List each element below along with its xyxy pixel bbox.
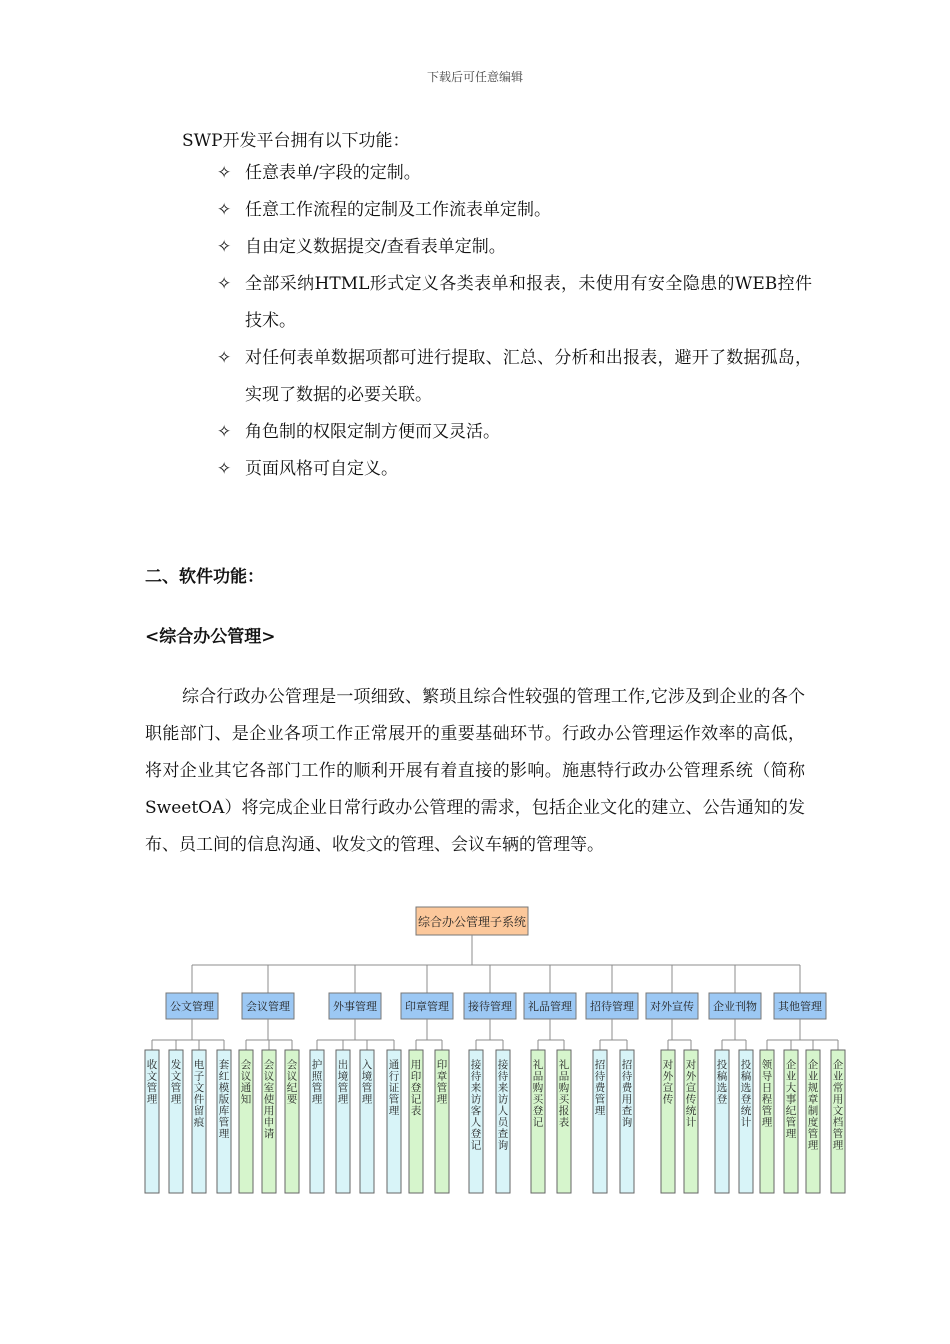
leaf-node-label: 电子文件留痕 — [193, 1059, 205, 1129]
leaf-node-label: 对外宣传 — [662, 1059, 674, 1106]
org-chart-svg — [140, 900, 852, 1200]
leaf-node-label: 接待来访客人登记 — [470, 1059, 482, 1152]
group-node-label: 企业刊物 — [713, 1000, 757, 1013]
group-node-label: 印章管理 — [405, 1000, 449, 1013]
section-heading: 二、软件功能： — [145, 567, 264, 587]
leaf-node-label: 用印登记表 — [410, 1059, 422, 1117]
leaf-node-label: 会议纪要 — [286, 1059, 298, 1106]
feature-text: 全部采纳HTML形式定义各类表单和报表，未使用有安全隐患的WEB控件技术。 — [245, 274, 812, 331]
leaf-node-label: 投稿选登统计 — [740, 1059, 752, 1129]
leaf-node-label: 礼品购买登记 — [532, 1059, 544, 1129]
group-node-label: 外事管理 — [333, 1000, 377, 1013]
feature-item — [217, 266, 812, 340]
feature-text: 任意表单/字段的定制。 — [245, 163, 421, 183]
leaf-node-label: 投稿选登 — [716, 1059, 728, 1106]
feature-text: 对任何表单数据项都可进行提取、汇总、分析和出报表，避开了数据孤岛，实现了数据的必要关联。 — [245, 348, 812, 405]
diamond-bullet-icon: ✧ — [217, 274, 232, 294]
group-node-label: 礼品管理 — [528, 1000, 572, 1013]
feature-item — [217, 451, 812, 488]
feature-text: 页面风格可自定义。 — [245, 459, 398, 479]
diamond-bullet-icon: ✧ — [217, 459, 232, 479]
leaf-node-label: 领导日程管理 — [761, 1059, 773, 1129]
diamond-bullet-icon: ✧ — [217, 422, 232, 442]
leaf-node-label: 印章管理 — [436, 1059, 448, 1106]
leaf-node-label: 企业常用文档管理 — [832, 1059, 844, 1152]
org-chart-diagram — [140, 900, 852, 1200]
leaf-node-label: 通行证管理 — [388, 1059, 400, 1117]
diamond-bullet-icon: ✧ — [217, 163, 232, 183]
diamond-bullet-icon: ✧ — [217, 200, 232, 220]
feature-item — [217, 340, 812, 414]
feature-item — [217, 155, 812, 192]
page-header-note: 下载后可任意编辑 — [426, 70, 523, 84]
leaf-node-label: 套红模版库管理 — [218, 1059, 230, 1140]
leaf-node-label: 发文管理 — [170, 1059, 182, 1106]
leaf-node-label: 收文管理 — [146, 1059, 158, 1106]
leaf-node-label: 招待费用查询 — [621, 1059, 633, 1129]
leaf-node-label: 护照管理 — [311, 1059, 323, 1106]
feature-text: 任意工作流程的定制及工作流表单定制。 — [245, 200, 551, 220]
feature-item — [217, 229, 812, 266]
group-node-label: 对外宣传 — [650, 1000, 694, 1013]
section-subheading: <综合办公管理> — [145, 627, 276, 647]
leaf-node-label: 礼品购买报表 — [558, 1059, 570, 1129]
feature-text: 角色制的权限定制方便而又灵活。 — [245, 422, 500, 442]
group-node-label: 其他管理 — [778, 1000, 822, 1013]
leaf-node-label: 出境管理 — [337, 1059, 349, 1106]
feature-text: 自由定义数据提交/查看表单定制。 — [245, 237, 506, 257]
leaf-node-label: 入境管理 — [361, 1059, 373, 1106]
platform-intro: SWP开发平台拥有以下功能： — [182, 131, 410, 151]
leaf-node-label: 接待来访人员查询 — [497, 1059, 509, 1152]
leaf-node-label: 企业规章制度管理 — [807, 1059, 819, 1152]
group-node-label: 公文管理 — [170, 1000, 214, 1013]
leaf-node-label: 会议室使用申请 — [263, 1059, 275, 1140]
section-paragraph: 综合行政办公管理是一项细致、繁琐且综合性较强的管理工作,它涉及到企业的各个职能部门、是企业各项工作正常展开的重要基础环节。行政办公管理运作效率的高低，将对企业其它各部门工作的顺利开展有着直接的影响。施惠特行政办公管理系统（简称SweetOA）将完成企业日常行政办公管理的需求，包括企业文化的建立、公告通知的发布、员工间的信息沟通、收发文的管理、会议车辆的管理等。 — [145, 687, 805, 855]
feature-item — [217, 414, 812, 451]
leaf-node-label: 招待费管理 — [594, 1059, 606, 1117]
leaf-node-label: 对外宣传统计 — [685, 1059, 697, 1129]
group-node-label: 招待管理 — [590, 1000, 634, 1013]
diamond-bullet-icon: ✧ — [217, 348, 232, 368]
group-node-label: 会议管理 — [246, 1000, 290, 1013]
feature-item — [217, 192, 812, 229]
root-node-label: 综合办公管理子系统 — [417, 915, 527, 929]
group-node-label: 接待管理 — [468, 1000, 512, 1013]
leaf-node-label: 企业大事纪管理 — [785, 1059, 797, 1140]
diamond-bullet-icon: ✧ — [217, 237, 232, 257]
leaf-node-label: 会议通知 — [240, 1059, 252, 1106]
